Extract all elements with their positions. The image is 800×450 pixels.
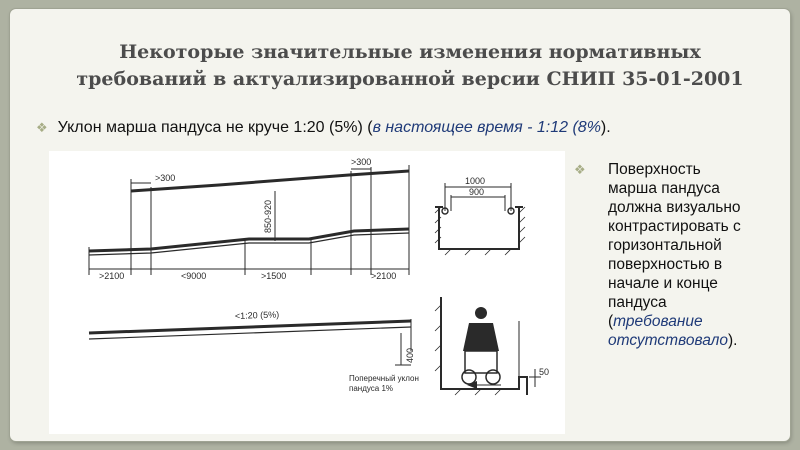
label-seg1: >2100	[99, 271, 125, 281]
side-line-8: пандуса	[608, 294, 667, 311]
wheelchair-user-icon	[462, 307, 500, 384]
label-cross-slope-2: пандуса 1%	[349, 384, 394, 393]
side-accent-2: отсутствовало	[608, 332, 729, 349]
ramp-drawing	[49, 151, 565, 434]
bullet-text-accent: в настоящее время - 1:12 (8%	[372, 119, 601, 136]
label-width-1000: 1000	[465, 176, 486, 186]
side-line-4: контрастировать с	[608, 218, 741, 235]
side-line-7: начале и конце	[608, 275, 718, 292]
label-height-dim: 850-920	[263, 199, 273, 233]
side-line-2: марша пандуса	[608, 180, 720, 197]
side-line-6: поверхностью в	[608, 256, 723, 273]
label-seg3: >1500	[261, 271, 287, 281]
side-line-5: горизонтальной	[608, 237, 722, 254]
label-dim-50: 50	[539, 367, 550, 377]
label-seg2: <9000	[181, 271, 207, 281]
label-cross-slope-1: Поперечный уклон	[349, 374, 419, 383]
bullet-text-suffix: ).	[600, 119, 611, 136]
side-line-3: должна визуально	[608, 199, 741, 216]
bullet-surface-contrast	[574, 160, 786, 350]
ramp-surface	[89, 229, 409, 251]
side-line-1: Поверхность	[608, 161, 701, 178]
bullet-text-prefix: Уклон марша пандуса не круче 1:20 (5%) (	[57, 119, 373, 136]
title-line-2: требований в актуализированной версии СНИП 35-01-2001	[76, 68, 744, 90]
bullet-ramp-slope	[36, 119, 796, 137]
label-seg4: >2100	[371, 271, 397, 281]
label-slope: <1:20 (5%)	[234, 309, 280, 321]
slide	[10, 9, 790, 441]
label-top-left-dim: >300	[155, 173, 176, 183]
ramp-drawing-svg	[49, 151, 565, 434]
label-top-right-dim: >300	[351, 157, 372, 167]
side-close: ).	[728, 332, 738, 349]
cross-section	[439, 207, 519, 249]
lower-ramp	[89, 321, 411, 333]
label-height-400: 400	[405, 347, 415, 363]
label-width-900: 900	[469, 187, 485, 197]
bullet-marker-icon: ❖	[36, 120, 48, 135]
side-open-paren: (	[608, 313, 614, 330]
side-accent-1: требование	[613, 313, 703, 330]
slide-title	[50, 39, 770, 93]
bullet-marker-icon: ❖	[574, 162, 586, 177]
title-line-1: Некоторые значительные изменения нормативных	[119, 41, 701, 63]
